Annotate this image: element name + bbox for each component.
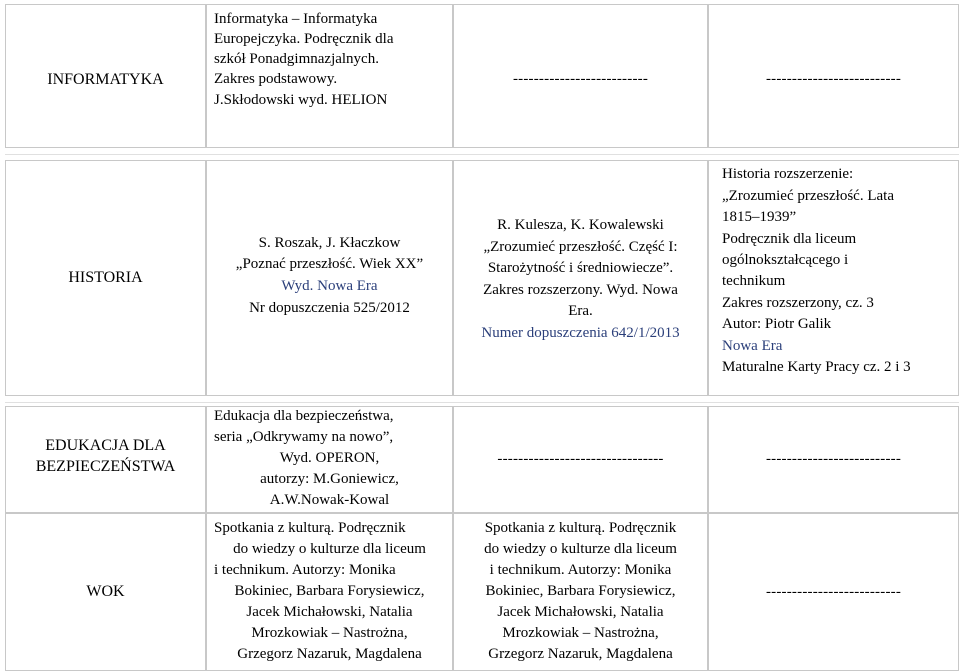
wok-col2-line-4: Bokiniec, Barbara Forysiewicz, <box>485 583 676 599</box>
informatyka-line-1: Informatyka – Informatyka <box>214 11 378 27</box>
row-separator <box>5 402 959 403</box>
subject-wok: WOK <box>86 583 125 600</box>
historia-col3-line-1: Historia rozszerzenie: <box>722 166 854 182</box>
wok-col2-line-2: do wiedzy o kulturze dla liceum <box>484 541 677 557</box>
subject-informatyka: INFORMATYKA <box>47 71 164 88</box>
wok-col1-line-6: Mrozkowiak – Nastrożna, <box>251 625 408 641</box>
wok-col1-line-5: Jacek Michałowski, Natalia <box>246 604 413 620</box>
edb-col1-line-1: Edukacja dla bezpieczeństwa, <box>214 408 394 424</box>
wok-col2-line-6: Mrozkowiak – Nastrożna, <box>502 625 659 641</box>
historia-col3-line-10: Maturalne Karty Pracy cz. 2 i 3 <box>722 359 911 375</box>
historia-col3-line-6: technikum <box>722 273 786 289</box>
subject-edb-line-1: EDUKACJA DLA <box>45 437 166 454</box>
edb-col1-line-3: Wyd. OPERON, <box>279 450 380 466</box>
wok-col3-dashes: -------------------------- <box>765 584 902 600</box>
informatyka-col2-dashes: -------------------------- <box>512 71 649 87</box>
wok-col1-line-3: i technikum. Autorzy: Monika <box>214 562 396 578</box>
historia-col3-line-2: „Zrozumieć przeszłość. Lata <box>722 188 894 204</box>
historia-col3-line-4: Podręcznik dla liceum <box>722 231 857 247</box>
edb-col3-dashes: -------------------------- <box>765 451 902 467</box>
cell-historia-col2 <box>453 160 708 396</box>
historia-col1-line-3: Wyd. Nowa Era <box>281 278 378 294</box>
historia-col2-line-1: R. Kulesza, K. Kowalewski <box>497 217 664 233</box>
historia-col3-line-3: 1815–1939” <box>722 209 797 225</box>
historia-col2-line-5: Era. <box>568 303 593 319</box>
informatyka-line-3: szkół Ponadgimnazjalnych. <box>214 51 379 67</box>
wok-col2-line-3: i technikum. Autorzy: Monika <box>489 562 672 578</box>
historia-col2-line-3: Starożytność i średniowiecze”. <box>487 260 674 276</box>
informatyka-line-2: Europejczyka. Podręcznik dla <box>214 31 394 47</box>
historia-col1-line-1: S. Roszak, J. Kłaczkow <box>258 235 401 251</box>
wok-col1-line-1: Spotkania z kulturą. Podręcznik <box>214 520 406 536</box>
wok-col2-line-1: Spotkania z kulturą. Podręcznik <box>484 520 677 536</box>
edb-col2-dashes: -------------------------------- <box>497 451 664 467</box>
edb-col1-line-2: seria „Odkrywamy na nowo”, <box>214 429 394 445</box>
wok-col1-line-4: Bokiniec, Barbara Forysiewicz, <box>234 583 425 599</box>
historia-col2-line-2: „Zrozumieć przeszłość. Część I: <box>483 239 678 255</box>
subject-edb-line-2: BEZPIECZEŃSTWA <box>35 458 176 475</box>
row-separator <box>5 154 959 155</box>
historia-col2-line-6: Numer dopuszczenia 642/1/2013 <box>481 325 680 341</box>
historia-col1-line-4: Nr dopuszczenia 525/2012 <box>249 300 410 316</box>
historia-col3-line-9: Nowa Era <box>722 338 783 354</box>
wok-col1-line-2: do wiedzy o kulturze dla liceum <box>233 541 426 557</box>
wok-col2-line-5: Jacek Michałowski, Natalia <box>497 604 664 620</box>
wok-col1-line-7: Grzegorz Nazaruk, Magdalena <box>237 646 422 662</box>
historia-col3-line-5: ogólnokształcącego i <box>722 252 849 268</box>
informatyka-col3-dashes: -------------------------- <box>765 71 902 87</box>
wok-col2-line-7: Grzegorz Nazaruk, Magdalena <box>488 646 673 662</box>
historia-col1-line-2: „Poznać przeszłość. Wiek XX” <box>235 256 424 272</box>
edb-col1-line-5: A.W.Nowak-Kowal <box>269 492 390 508</box>
historia-col3-line-8: Autor: Piotr Galik <box>722 316 832 332</box>
edb-col1-line-4: autorzy: M.Goniewicz, <box>260 471 399 487</box>
informatyka-line-4: Zakres podstawowy. <box>214 71 338 87</box>
historia-col3-line-7: Zakres rozszerzony, cz. 3 <box>722 295 874 311</box>
historia-col2-line-4: Zakres rozszerzony. Wyd. Nowa <box>483 282 678 298</box>
informatyka-line-5: J.Skłodowski wyd. HELION <box>214 92 388 108</box>
subject-historia: HISTORIA <box>68 269 143 286</box>
